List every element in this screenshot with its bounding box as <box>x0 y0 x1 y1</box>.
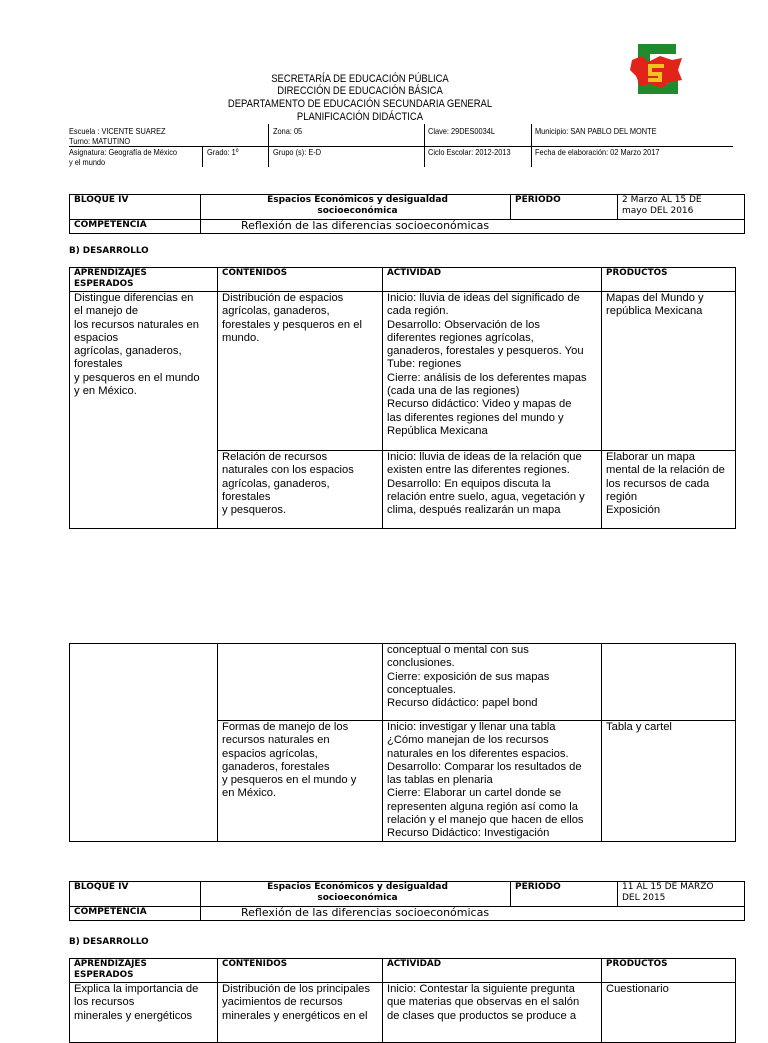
cell-line: Explica la importancia de <box>74 983 199 995</box>
competencia-label: COMPETENCIA <box>70 220 201 234</box>
periodo-label: PERIODO <box>511 195 618 220</box>
cell-line: Cierre: Elaborar un cartel donde se <box>387 787 562 800</box>
cell-line: diferentes regiones agrícolas, <box>387 331 534 344</box>
info-asignatura-2: y el mundo <box>69 157 106 167</box>
header-contenidos: CONTENIDOS <box>218 268 383 292</box>
cell-line: los recursos de cada <box>606 477 710 490</box>
cell-line: minerales y energéticos <box>74 1009 193 1022</box>
cell-line: espacios <box>74 331 119 344</box>
productos-cell <box>602 292 736 451</box>
cell-line: Mapas del Mundo y <box>606 292 704 304</box>
desarrollo-table <box>69 958 736 1043</box>
header-actividad: ACTIVIDAD <box>383 268 602 292</box>
cell-line: Relación de recursos <box>222 451 328 463</box>
cell-line: que materias que observas en el salón <box>387 996 580 1009</box>
cell-line: República Mexicana <box>387 424 488 437</box>
cell-line: Elaborar un mapa <box>606 451 695 463</box>
cell-line: conceptuales. <box>387 683 457 696</box>
cell-line: yacimientos de recursos <box>222 996 343 1009</box>
cell-line: (cada una de las regiones) <box>387 385 520 398</box>
cell-line: conceptual o mental con sus <box>387 644 529 656</box>
contenido-cell <box>218 451 383 529</box>
cell-line: agrícolas, ganaderos, <box>74 345 182 358</box>
productos-cell <box>602 721 736 842</box>
cell-line: Distribución de los principales <box>222 983 370 995</box>
cell-line: Distribución de espacios <box>222 292 344 304</box>
competencia-value: Reflexión de las diferencias socioeconómicas <box>201 220 745 234</box>
cell-line: representen alguna región así como la <box>387 800 578 813</box>
actividad-cell <box>383 983 602 1043</box>
periodo-label: PERIODO <box>511 882 618 907</box>
cell-line: Recurso didáctico: papel bond <box>387 697 538 710</box>
desarrollo-table-continued <box>69 643 736 842</box>
info-turno: Turno: MATUTINO <box>69 136 131 146</box>
cell-line: conclusiones. <box>387 657 455 670</box>
cell-line: Formas de manejo de los <box>222 721 349 733</box>
cell-line: naturales con los espacios <box>222 464 354 477</box>
cell-line: y pesqueros. <box>222 504 287 517</box>
competencia-label: COMPETENCIA <box>70 907 201 921</box>
cell-line: las diferentes regiones del mundo y <box>387 411 564 424</box>
info-clave: Clave: 29DES0034L <box>428 126 495 136</box>
desarrollo-table <box>69 267 736 529</box>
cell-line: forestales <box>222 490 271 503</box>
info-vline <box>268 124 269 167</box>
info-vline <box>531 124 532 167</box>
contenido-cell <box>218 721 383 842</box>
cell-line: Inicio: Contestar la siguiente pregunta <box>387 983 575 995</box>
periodo-value: 2 Marzo AL 15 DE mayo DEL 2016 <box>618 195 745 220</box>
cell-line: en México. <box>222 787 277 800</box>
bloque-title: Espacios Económicos y desigualdad socioeconómica <box>201 195 511 220</box>
cell-line: mental de la relación de <box>606 464 725 477</box>
cell-line: Desarrollo: En equipos discuta la <box>387 477 551 490</box>
header-direccion: DIRECCIÓN DE EDUCACIÓN BÁSICA <box>277 85 443 97</box>
info-vline <box>202 146 203 167</box>
cell-line: de clases que productos se produce a <box>387 1009 577 1022</box>
aprendizaje-cell <box>70 983 218 1043</box>
info-grupo: Grupo (s): E-D <box>273 147 322 157</box>
cell-line: Inicio: lluvia de ideas del significado de <box>387 292 580 304</box>
bloque-label: BLOQUE IV <box>70 195 201 220</box>
cell-line: Recurso Didáctico: Investigación <box>387 827 550 840</box>
cell-line: Exposición <box>606 504 661 517</box>
header-planificacion: PLANIFICACIÓN DIDÁCTICA <box>296 111 424 123</box>
cell-line: Inicio: lluvia de ideas de la relación que <box>387 451 582 463</box>
cell-line: minerales y energéticos en el <box>222 1009 368 1022</box>
cell-line: Cierre: análisis de los deferentes mapas <box>387 371 587 384</box>
bloque-label: BLOQUE IV <box>70 882 201 907</box>
cell-line: y en México. <box>74 385 137 398</box>
info-escuela: Escuela : VICENTE SUAREZ <box>69 126 166 136</box>
productos-cell <box>602 983 736 1043</box>
section-label: B) DESARROLLO <box>69 937 149 947</box>
cell-line: espacios agrícolas, <box>222 747 318 760</box>
header-aprendizajes: APRENDIZAJES ESPERADOS <box>70 959 218 983</box>
cell-line: república Mexicana <box>606 305 703 318</box>
cell-line: recursos naturales en <box>222 734 330 747</box>
bloque-table <box>69 194 745 234</box>
header-aprendizajes: APRENDIZAJES ESPERADOS <box>70 268 218 292</box>
cell-line: existen entre las diferentes regiones. <box>387 464 570 477</box>
cell-line: Cierre: exposición de sus mapas <box>387 670 550 683</box>
cell-line: cada región. <box>387 305 449 318</box>
info-ciclo: Ciclo Escolar: 2012-2013 <box>428 147 511 157</box>
bloque-title: Espacios Económicos y desigualdad socioeconómica <box>201 882 511 907</box>
contenido-cell <box>218 292 383 451</box>
cell-line: los recursos naturales en <box>74 318 199 331</box>
cell-line: región <box>606 490 638 503</box>
cell-line: Cuestionario <box>606 983 669 995</box>
header-productos: PRODUCTOS <box>602 268 736 292</box>
actividad-cell <box>383 644 602 721</box>
info-vline <box>424 124 425 167</box>
contenido-cell <box>218 644 383 721</box>
info-asignatura-1: Asignatura: Geografía de México <box>69 147 178 157</box>
cell-line: agrícolas, ganaderos, <box>222 477 330 490</box>
cell-line: los recursos <box>74 996 135 1009</box>
bloque-table <box>69 881 745 921</box>
actividad-cell <box>383 721 602 842</box>
cell-line: relación entre suelo, agua, vegetación y <box>387 490 585 503</box>
cell-line: relación y el manejo que hacen de ellos <box>387 814 584 827</box>
cell-line: clima, después realizarán un mapa <box>387 504 561 517</box>
periodo-value: 11 AL 15 DE MARZO DEL 2015 <box>618 882 745 907</box>
header-actividad: ACTIVIDAD <box>383 959 602 983</box>
productos-cell <box>602 451 736 529</box>
cell-line: agrícolas, ganaderos, <box>222 305 330 318</box>
cell-line: Tube: regiones <box>387 358 462 371</box>
cell-line: Desarrollo: Observación de los <box>387 318 540 331</box>
cell-line: forestales y pesqueros en el <box>222 318 362 331</box>
cell-line: mundo. <box>222 331 260 344</box>
competencia-value: Reflexión de las diferencias socioeconómicas <box>201 907 745 921</box>
header-contenidos: CONTENIDOS <box>218 959 383 983</box>
info-zona: Zona: 05 <box>273 126 303 136</box>
info-municipio: Municipio: SAN PABLO DEL MONTE <box>535 126 657 136</box>
cell-line: ganaderos, forestales y pesqueros. You <box>387 345 584 358</box>
header-productos: PRODUCTOS <box>602 959 736 983</box>
info-grado: Grado: 1º <box>207 147 239 157</box>
cell-line: ¿Cómo manejan de los recursos <box>387 734 549 747</box>
aprendizaje-cell <box>70 644 218 842</box>
school-logo <box>628 36 686 98</box>
cell-line: y pesqueros en el mundo <box>74 371 200 384</box>
section-label: B) DESARROLLO <box>69 246 149 256</box>
actividad-cell <box>383 451 602 529</box>
contenido-cell <box>218 983 383 1043</box>
cell-line: Distingue diferencias en <box>74 292 194 304</box>
cell-line: Inicio: investigar y llenar una tabla <box>387 721 556 733</box>
cell-line: y pesqueros en el mundo y <box>222 774 357 787</box>
cell-line: Tabla y cartel <box>606 721 672 733</box>
cell-line: las tablas en plenaria <box>387 774 493 787</box>
cell-line: Desarrollo: Comparar los resultados de <box>387 760 582 773</box>
header-secretaria: SECRETARÍA DE EDUCACIÓN PÚBLICA <box>271 73 449 85</box>
info-fecha: Fecha de elaboración: 02 Marzo 2017 <box>535 147 660 157</box>
cell-line: ganaderos, forestales <box>222 760 330 773</box>
aprendizaje-cell <box>70 292 218 529</box>
cell-line: naturales en los diferentes espacios. <box>387 747 569 760</box>
productos-cell <box>602 644 736 721</box>
cell-line: forestales <box>74 358 123 371</box>
cell-line: Recurso didáctico: Video y mapas de <box>387 398 572 411</box>
actividad-cell <box>383 292 602 451</box>
cell-line: el manejo de <box>74 305 139 318</box>
header-departamento: DEPARTAMENTO DE EDUCACIÓN SECUNDARIA GENERAL <box>227 98 493 110</box>
